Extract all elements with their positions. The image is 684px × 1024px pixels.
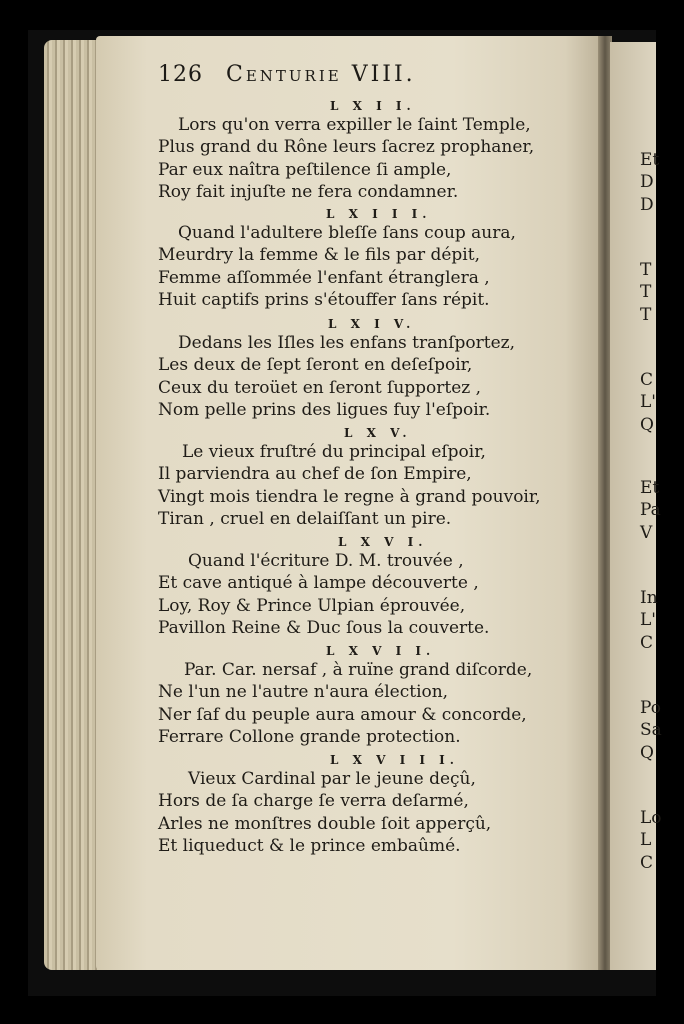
right-page-fragment: L' xyxy=(640,392,656,412)
verse-line: Le vieux fruſtré du principal eſpoir, xyxy=(182,442,486,462)
quatrain-63 xyxy=(158,206,588,311)
right-page-fragment: Et xyxy=(640,478,660,498)
quatrain-65 xyxy=(158,425,588,530)
running-title: Centurie VIII. xyxy=(226,62,416,87)
right-page-fragment: V xyxy=(640,523,653,543)
quatrain-62 xyxy=(158,98,588,203)
right-page-fragment: Et xyxy=(640,150,660,170)
right-page-fragment: D xyxy=(640,172,654,192)
verse-line: Huit captifs prins s'étouffer ſans répit. xyxy=(158,289,490,310)
verse-line: Il parviendra au chef de ſon Empire, xyxy=(158,464,472,485)
verse-line: Vieux Cardinal par le jeune deçû, xyxy=(188,769,476,789)
verse-line: Plus grand du Rône leurs ſacrez prophaner, xyxy=(158,137,535,158)
quatrain-numeral: L X V I I. xyxy=(326,644,436,658)
right-page-fragment: In xyxy=(640,588,658,608)
verse-line: Ceux du teroüet en ſeront ſupportez , xyxy=(158,377,482,398)
verse-line: Par eux naîtra peſtilence ſi ample, xyxy=(158,159,452,180)
verse-line: Lors qu'on verra expiller le ſaint Temple, xyxy=(178,115,531,135)
right-page-fragment: Pa xyxy=(640,500,661,520)
quatrain-68 xyxy=(158,752,588,857)
verse-line: Par. Car. nersaf , à ruïne grand diſcorde, xyxy=(184,660,533,680)
right-page-fragment: Lo xyxy=(640,808,662,828)
quatrain-numeral: L X I I I. xyxy=(326,207,432,221)
verse-line: Pavillon Reine & Duc ſous la couverte. xyxy=(158,617,490,638)
verse-line: Arles ne monſtres double ſoit apperçû, xyxy=(158,813,492,834)
quatrain-numeral: L X V I. xyxy=(338,535,428,549)
verse-line: Femme aſſommée l'enfant étranglera , xyxy=(158,267,490,288)
verse-line: Et liqueduct & le prince embaûmé. xyxy=(158,835,461,856)
quatrain-numeral: L X I V. xyxy=(328,317,416,331)
right-page-fragment: T xyxy=(640,305,652,325)
quatrain-numeral: L X V. xyxy=(344,426,412,440)
verse-line: Ne l'un ne l'autre n'aura élection, xyxy=(158,682,449,703)
right-page-fragment: C xyxy=(640,853,654,873)
quatrain-numeral: L X V I I I. xyxy=(330,753,459,767)
right-page-fragment: L xyxy=(640,830,652,850)
quatrain-67 xyxy=(158,643,588,748)
quatrain-64 xyxy=(158,316,588,421)
verse-line: Vingt mois tiendra le regne à grand pouvoir, xyxy=(158,486,541,507)
right-page-fragment: C xyxy=(640,370,654,390)
verse-line: Tiran , cruel en delaiſſant un pire. xyxy=(158,508,452,529)
verse-line: Quand l'adultere bleſſe ſans coup aura, xyxy=(178,223,516,243)
right-page-fragment: Q xyxy=(640,743,654,763)
verse-line: Meurdry la femme & le fils par dépit, xyxy=(158,245,480,266)
verse-line: Roy fait injuſte ne fera condamner. xyxy=(158,181,459,202)
verse-line: Quand l'écriture D. M. trouvée , xyxy=(188,551,464,571)
right-page-fragment: C xyxy=(640,633,654,653)
quatrain-66 xyxy=(158,534,588,639)
right-page-fragment: T xyxy=(640,282,652,302)
page-header xyxy=(158,62,558,96)
right-page-fragment: L' xyxy=(640,610,656,630)
right-page-fragment: D xyxy=(640,195,654,215)
right-page-fragment: Sa xyxy=(640,720,662,740)
verse-line: Ferrare Collone grande protection. xyxy=(158,726,461,747)
verse-line: Et cave antiqué à lampe découverte , xyxy=(158,573,479,594)
right-page-fragment: Po xyxy=(640,698,661,718)
verse-line: Nom pelle prins des ligues fuy l'eſpoir. xyxy=(158,399,491,420)
verse-line: Ner ſaf du peuple aura amour & concorde, xyxy=(158,704,527,725)
right-page-fragment: Q xyxy=(640,415,654,435)
verse-line: Dedans les Iſles les enfans tranſportez, xyxy=(178,333,516,353)
quatrain-numeral: L X I I. xyxy=(330,99,416,113)
right-page-fragment: T xyxy=(640,260,652,280)
right-page xyxy=(610,42,662,970)
verse-line: Hors de ſa charge ſe verra deſarmé, xyxy=(158,791,469,812)
verse-line: Les deux de ſept ſeront en deſeſpoir, xyxy=(158,355,473,376)
page-number: 126 xyxy=(158,62,203,87)
verse-line: Loy, Roy & Prince Ulpian éprouvée, xyxy=(158,595,466,616)
